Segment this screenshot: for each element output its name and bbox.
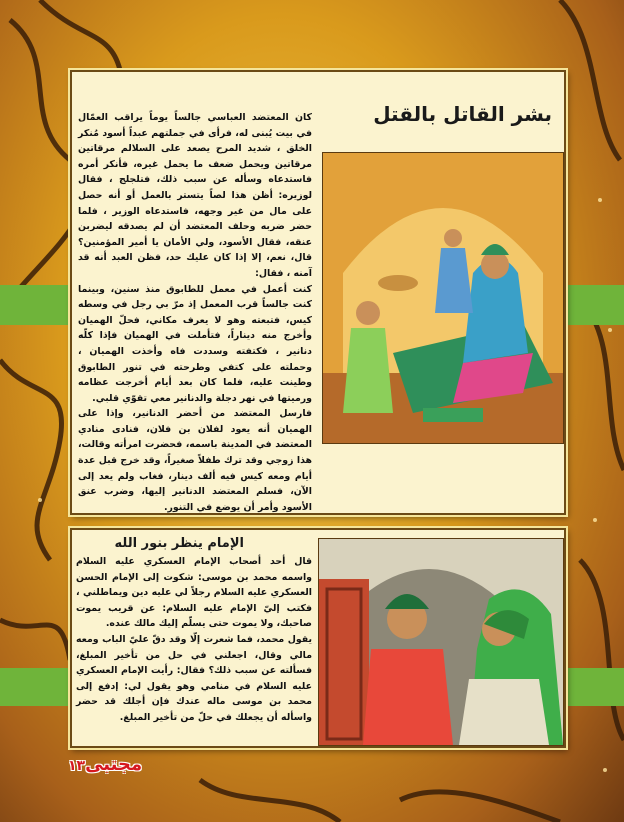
- logo-text: مجتبى: [85, 754, 143, 775]
- story2-title: الإمام ينظر بنور الله: [114, 536, 244, 551]
- story1-paragraph: كان المعتضد العباسي جالساً يوماً يراقب العمّال في بيت يُبنى له، فرأى في جملتهم عبداً أسود مُنكر الخلق ، شديد المرح يصعد على السلالم مرقاتين مرقاتين ويحمل ضعف ما يحمل غيره، فأنكر أمره فاستدعاه وسأله عن سبب ذلك، فتلجلج ، فقال لوزيره: أظن هذا لصاً يتستر بالعمل أو أنه حصل على مال من غير وجهه، فاستدعاه الوزير ، فلما حضر ضربه وحلف المعتضد أن لم يصدقه ليضربن عنقه، فقال الأسود، ولي الأمان يا أمير المؤمنين؟ قال، نعم، إلا إذا كان عليك حد، فظن العبد أنه قد آمنه ، فقال:: [78, 112, 312, 279]
- story1-title: بشر القاتل بالقتل: [373, 102, 552, 126]
- story2-paragraph: يقول محمد، فما شعرت إلّا وقد دقّ عليّ الباب ومعه مالي وقال، اجعلني في حل من تأخير المبلغ، فسألته عن سبب ذلك؟ فقال: رأيت الإمام العسكري عليه السلام في منامي وهو يقول لي: إدفع إلى محمد بن موسى ماله عندك فإن أجلك قد حضر واسأله أن يجعلك في حلّ من تأخير المبلغ.: [76, 633, 312, 723]
- story2-body: [76, 554, 312, 726]
- page-number: ١٣: [68, 758, 86, 774]
- story2-panel: [70, 528, 566, 748]
- story2-illustration: [318, 538, 564, 746]
- story1-paragraph: كنت أعمل في معمل للطابوق منذ سنين، وبينما كنت جالساً قرب المعمل إذ مرّ بي رجل في وسطه كيس، فتبعته وهو لا يعرف مكاني، فحلّ الهميان وأخرج منه ديناراً، فتأملت في الهميان فإذا كلّه دنانير ، فكتفته وسددت فاه وأخذت الهميان ، وحملته على كتفي وطرحته في تنور الطابوق وطينت عليه، فلما كان بعد أيام أخرجت عظامه ورميتها في نهر دجلة والدنانير معي تقوّي قلبي.: [78, 283, 312, 404]
- story1-body: [78, 110, 312, 515]
- story1-paragraph: فارسل المعتضد من أحضر الدنانير، وإذا على الهميان أنه يعود لفلان بن فلان، فنادى منادي المعتضد في المدينة باسمه، فحضرت امرأته وقالت، هذا زوجي وقد ترك طفلاً صغيراً، وقد خرج قبل عدة أيام ومعه كيس فيه ألف دينار، فغاب ولم يعد إلى الآن، فسلم المعتضد الدنانير إليها، وضرب عنق الأسود وأمر أن يوضع في التنور.: [78, 408, 312, 513]
- story2-paragraph: قال أحد أصحاب الإمام العسكري عليه السلام واسمه محمد بن موسى: شكوت إلى الإمام الحسن العسكري عليه السلام رجلاً لي عليه دين ويماطلني ، فكتب إليّ الإمام عليه السلام: عن قريب يموت صاحبك، ولا يموت حتى يسلّم إليك مالك عنده.: [76, 556, 312, 630]
- story1-illustration: [322, 152, 564, 444]
- story1-panel: [70, 70, 566, 515]
- magazine-logo: [68, 754, 142, 775]
